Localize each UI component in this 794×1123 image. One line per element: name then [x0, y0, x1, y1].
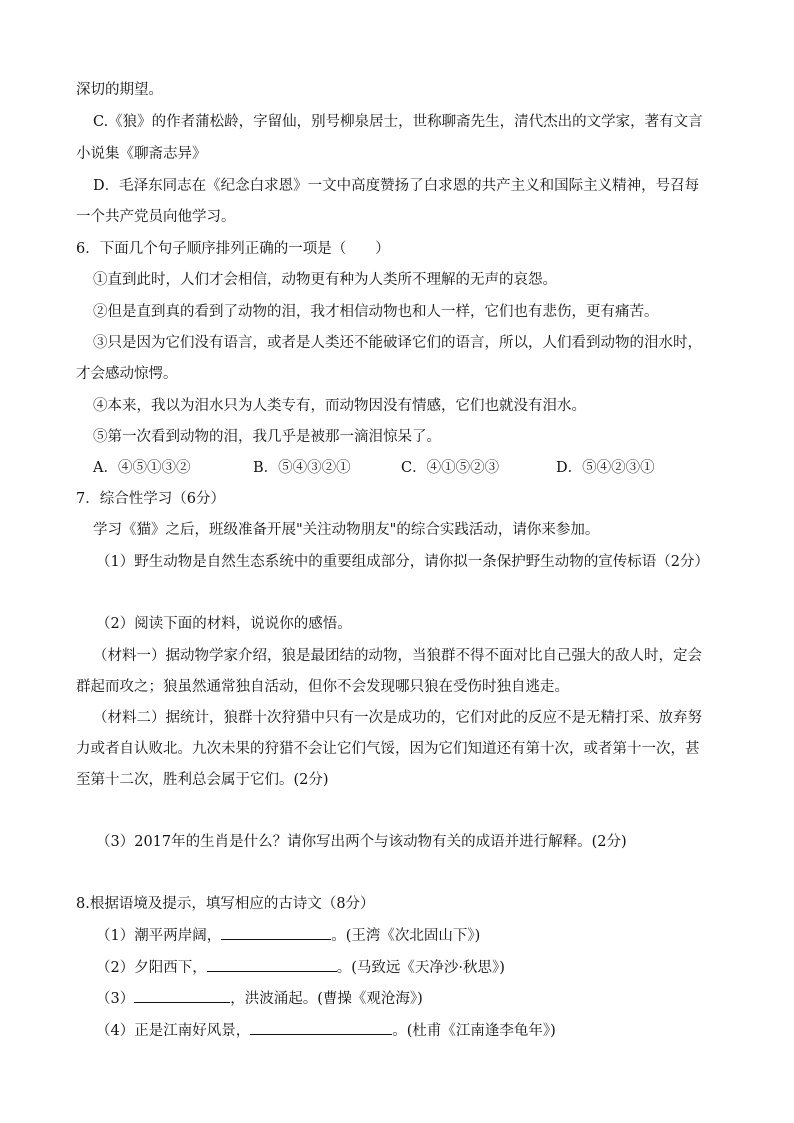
sentence-3-line2: 才会感动惊愕。: [76, 366, 178, 382]
q7-intro: 学习《猫》之后，班级准备开展"关注动物朋友"的综合实践活动，请你来参加。: [93, 522, 600, 538]
sentence-4: ④本来，我以为泪水只为人类专有，而动物因没有情感，它们也就没有泪水。: [93, 398, 586, 414]
q7-sub3: （3）2017年的生肖是什么？请你写出两个与该动物有关的成语并进行解释。(2分): [96, 834, 627, 850]
q7-sub2: （2）阅读下面的材料，说说你的感悟。: [96, 616, 352, 632]
q8-item-3-post: ，洪波涌起。(曹操《观沧海》): [230, 991, 423, 1007]
q6-options: [93, 458, 655, 478]
q8-item-4-post: 。(杜甫《江南逢李龟年》): [392, 1023, 556, 1039]
material-2-line1: （材料二）据统计，狼群十次狩猎中只有一次是成功的，它们对此的反应不是无精打采、放弃努: [93, 710, 702, 726]
sentence-5: ⑤第一次看到动物的泪，我几乎是被那一滴泪惊呆了。: [93, 429, 441, 445]
q7-sub1: （1）野生动物是自然生态系统中的重要组成部分，请你拟一条保护野生动物的宣传标语（2分）: [96, 554, 709, 570]
option-b[interactable]: B．⑤④③②①: [253, 460, 351, 476]
q8-item-1-post: 。(王湾《次北固山下》): [331, 928, 481, 944]
answer-blank-4[interactable]: [250, 1020, 392, 1035]
q8-item-4-pre: （4）正是江南好风景，: [96, 1023, 251, 1039]
option-c-line1: C.《狼》的作者蒲松龄，字留仙，别号柳泉居士，世称聊斋先生，清代杰出的文学家，著有文言: [93, 114, 703, 130]
q8-item-2-post: 。(马致远《天净沙·秋思》): [336, 960, 505, 976]
question-8-title: 8.根据语境及提示，填写相应的古诗文（8分）: [76, 896, 375, 912]
option-d-line1: D．毛泽东同志在《纪念白求恩》一文中高度赞扬了白求恩的共产主义和国际主义精神，号召每: [93, 178, 700, 194]
question-6-title: 6．下面几个句子顺序排列正确的一项是（ ）: [76, 241, 390, 257]
q8-item-2: [96, 957, 505, 978]
option-d-line2: 一个共产党员向他学习。: [76, 209, 236, 225]
material-1-line2: 群起而攻之；狼虽然通常独自活动，但你不会发现哪只狼在受伤时独自逃走。: [76, 679, 569, 695]
sentence-2: ②但是直到真的看到了动物的泪，我才相信动物也和人一样，它们也有悲伤，更有痛苦。: [93, 304, 659, 320]
option-d[interactable]: D．⑤④②③①: [556, 460, 655, 476]
q8-item-3-pre: （3）: [96, 991, 135, 1007]
option-a[interactable]: A．④⑤①③②: [93, 460, 191, 476]
material-2-line2: 力或者自认败北。九次未果的狩猎不会让它们气馁，因为它们知道还有第十次，或者第十一次，甚: [76, 741, 700, 757]
question-7-title: 7．综合性学习（6分）: [76, 491, 225, 507]
q8-item-1-pre: （1）潮平两岸阔，: [96, 928, 222, 944]
material-1-line1: （材料一）据动物学家介绍，狼是最团结的动物，当狼群不得不面对比自己强大的敌人时，定会: [93, 648, 702, 664]
material-2-line3: 至第十二次，胜利总会属于它们。(2分): [76, 772, 329, 788]
q8-item-4: [96, 1020, 556, 1041]
option-c-line2: 小说集《聊斋志异》: [76, 146, 207, 162]
q8-item-3: [96, 988, 423, 1009]
answer-blank-3[interactable]: [134, 988, 230, 1003]
sentence-1: ①直到此时，人们才会相信，动物更有种为人类所不理解的无声的哀怨。: [93, 272, 557, 288]
option-c[interactable]: C．④①⑤②③: [401, 460, 500, 476]
text-line: 深切的期望。: [76, 82, 163, 98]
q8-item-1: [96, 925, 480, 946]
q8-item-2-pre: （2）夕阳西下，: [96, 960, 207, 976]
sentence-3-line1: ③只是因为它们没有语言，或者是人类还不能破译它们的语言，所以，人们看到动物的泪水时，: [93, 335, 702, 351]
answer-blank-2[interactable]: [207, 957, 337, 972]
answer-blank-1[interactable]: [221, 925, 331, 940]
